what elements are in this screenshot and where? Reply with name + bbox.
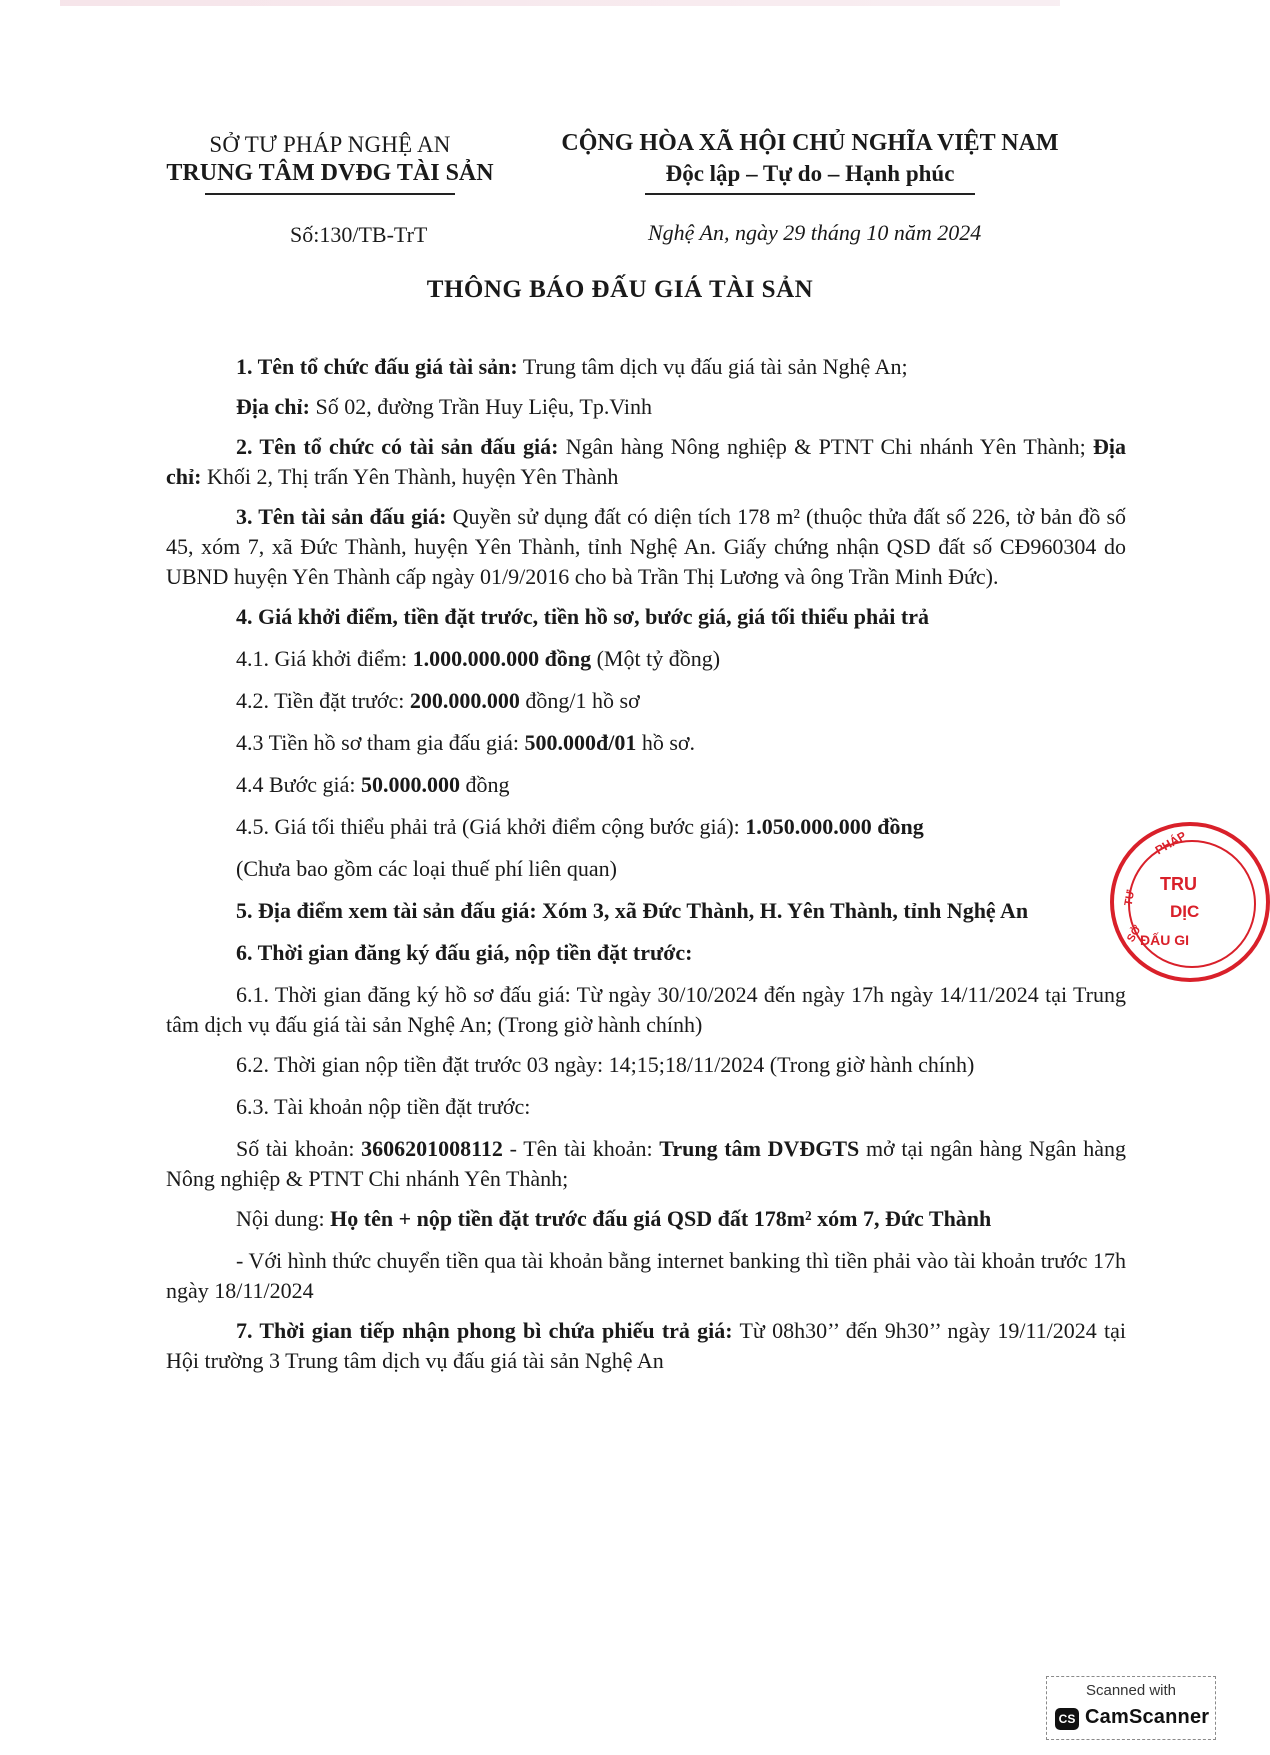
section-5-text: xã Đức Thành, H. Yên Thành, tỉnh Nghệ An bbox=[609, 898, 1029, 923]
item-text: 4.5. Giá tối thiểu phải trả (Giá khởi điểm cộng bước giá): bbox=[236, 814, 746, 839]
section-2-address-label: Địa chỉ: bbox=[166, 434, 1127, 489]
seal-text: TRU bbox=[1160, 874, 1197, 894]
account-bank: mở tại ngân hàng Ngân hàng Nông nghiệp & PTNT Chi nhánh Yên Thành; bbox=[166, 1136, 1126, 1191]
section-5 bbox=[166, 896, 1126, 926]
section-3-label: 3. Tên tài sản đấu giá: bbox=[236, 504, 447, 529]
section-1-address-text: Số 02, đường Trần Huy Liệu, Tp.Vinh bbox=[309, 394, 653, 419]
content-label: Nội dung: bbox=[236, 1206, 331, 1231]
camscanner-logo-icon: CS bbox=[1055, 1708, 1079, 1730]
watermark-brand: CamScanner bbox=[1085, 1706, 1210, 1728]
issuer-header bbox=[150, 132, 510, 195]
section-4-3 bbox=[166, 728, 1126, 758]
section-4-5 bbox=[166, 812, 1126, 842]
section-7-text: Từ 08h30’’ đến 9h30’’ ngày 19/11/2024 tại Hội trường 3 Trung tâm dịch vụ đấu giá tài sản Nghệ An bbox=[166, 1318, 1127, 1373]
section-4-1 bbox=[166, 644, 1126, 674]
national-motto: Độc lập – Tự do – Hạnh phúc bbox=[665, 161, 955, 186]
section-5-label: 5. Địa điểm xem tài sản đấu giá: Xóm 3, bbox=[236, 898, 610, 923]
section-1-address-label: Địa chỉ: bbox=[236, 394, 310, 419]
section-6-2: 6.2. Thời gian nộp tiền đặt trước 03 ngày: 14;15;18/11/2024 (Trong giờ hành chính) bbox=[236, 1052, 975, 1077]
section-4-heading: 4. Giá khởi điểm, tiền đặt trước, tiền hồ sơ, bước giá, giá tối thiểu phải trả bbox=[236, 604, 929, 629]
dossier-fee: 500.000đ/01 bbox=[524, 730, 637, 755]
national-header bbox=[530, 130, 1090, 195]
section-4-4 bbox=[166, 770, 1126, 800]
deposit-amount: 200.000.000 bbox=[409, 688, 520, 713]
item-text: (Một tỷ đồng) bbox=[591, 646, 721, 671]
section-6-3: 6.3. Tài khoản nộp tiền đặt trước: bbox=[236, 1094, 531, 1119]
section-1 bbox=[166, 352, 1126, 382]
red-seal-stamp bbox=[1100, 810, 1200, 1000]
motto-underline bbox=[645, 193, 975, 195]
section-2-text: Ngân hàng Nông nghiệp & PTNT Chi nhánh Yên Thành; bbox=[558, 434, 1094, 459]
section-6-heading: 6. Thời gian đăng ký đấu giá, nộp tiền đặt trước: bbox=[236, 940, 693, 965]
watermark-caption: Scanned with bbox=[1085, 1682, 1177, 1699]
account-number: 3606201008112 bbox=[361, 1136, 503, 1161]
issuer-center: TRUNG TÂM DVĐG TÀI SẢN bbox=[166, 160, 494, 186]
notice-body bbox=[166, 352, 1126, 1386]
section-7 bbox=[166, 1316, 1126, 1376]
section-7-label: 7. Thời gian tiếp nhận phong bì chứa phiếu trả giá: bbox=[236, 1318, 733, 1343]
section-1-label: 1. Tên tổ chức đấu giá tài sản: bbox=[236, 354, 518, 379]
bank-account bbox=[166, 1134, 1126, 1194]
item-text: 4.1. Giá khởi điểm: bbox=[236, 646, 413, 671]
document-number: Số:130/TB-TrT bbox=[290, 222, 428, 247]
transfer-content bbox=[166, 1204, 1126, 1234]
item-text: 4.4 Bước giá: bbox=[236, 772, 361, 797]
starting-price: 1.000.000.000 đồng bbox=[412, 646, 592, 671]
section-1-text: Trung tâm dịch vụ đấu giá tài sản Nghệ An; bbox=[517, 354, 908, 379]
seal-ring bbox=[1110, 822, 1270, 982]
bid-step: 50.000.000 bbox=[361, 772, 460, 797]
page-title: THÔNG BÁO ĐẤU GIÁ TÀI SẢN bbox=[426, 276, 814, 303]
seal-text: DỊC bbox=[1170, 902, 1200, 921]
seal-text: ĐẤU GI bbox=[1140, 932, 1189, 948]
section-3 bbox=[166, 502, 1126, 592]
account-name: Trung tâm DVĐGTS bbox=[659, 1136, 860, 1161]
camscanner-watermark bbox=[1046, 1676, 1216, 1740]
item-text: 4.2. Tiền đặt trước: bbox=[236, 688, 410, 713]
national-title: CỘNG HÒA XÃ HỘI CHỦ NGHĨA VIỆT NAM bbox=[561, 130, 1059, 156]
section-2-address-text: Khối 2, Thị trấn Yên Thành, huyện Yên Thành bbox=[201, 464, 619, 489]
section-4-2 bbox=[166, 686, 1126, 716]
item-text: hồ sơ. bbox=[636, 730, 696, 755]
content-text: Họ tên + nộp tiền đặt trước đấu giá QSD đất 178m² xóm 7, Đức Thành bbox=[330, 1206, 992, 1231]
transfer-note: - Với hình thức chuyển tiền qua tài khoản bằng internet banking thì tiền phải vào tài khoản trước 17h ngày 18/11/2024 bbox=[166, 1248, 1126, 1303]
issuer-underline bbox=[205, 193, 455, 195]
item-text: 4.3 Tiền hồ sơ tham gia đấu giá: bbox=[236, 730, 525, 755]
minimum-price: 1.050.000.000 đồng bbox=[745, 814, 924, 839]
account-label: Số tài khoản: bbox=[236, 1136, 362, 1161]
account-name-label: - Tên tài khoản: bbox=[502, 1136, 660, 1161]
section-6-1: 6.1. Thời gian đăng ký hồ sơ đấu giá: Từ ngày 30/10/2024 đến ngày 17h ngày 14/11/2024 tại Trung tâm dịch vụ đấu giá tài sản Nghệ An; (Trong giờ hành chính) bbox=[166, 982, 1126, 1037]
section-2 bbox=[166, 432, 1126, 492]
seal-text: SỞ bbox=[1124, 923, 1144, 945]
seal-text: TƯ bbox=[1122, 889, 1138, 907]
item-text: đồng/1 hồ sơ bbox=[519, 688, 640, 713]
section-4-note: (Chưa bao gồm các loại thuế phí liên quan) bbox=[236, 856, 617, 881]
section-2-label: 2. Tên tổ chức có tài sản đấu giá: bbox=[236, 434, 559, 459]
section-3-text: Quyền sử dụng đất có diện tích 178 m² (thuộc thửa đất số 226, tờ bản đồ số 45, xóm 7, xã Đức Thành, huyện Yên Thành, tỉnh Nghệ An. Giấy chứng nhận QSD đất số CĐ960304 do UBND huyện Yên Thành cấp ngày 01/9/2016 cho bà Trần Thị Lương và ông Trần Minh Đức). bbox=[166, 504, 1126, 589]
section-1-address bbox=[166, 392, 1126, 422]
issuer-department: SỞ TƯ PHÁP NGHỆ AN bbox=[209, 132, 451, 157]
seal-text: PHÁP bbox=[1152, 828, 1189, 858]
document-date: Nghệ An, ngày 29 tháng 10 năm 2024 bbox=[648, 220, 982, 245]
item-text: đồng bbox=[460, 772, 510, 797]
scan-artifact bbox=[60, 0, 1060, 6]
